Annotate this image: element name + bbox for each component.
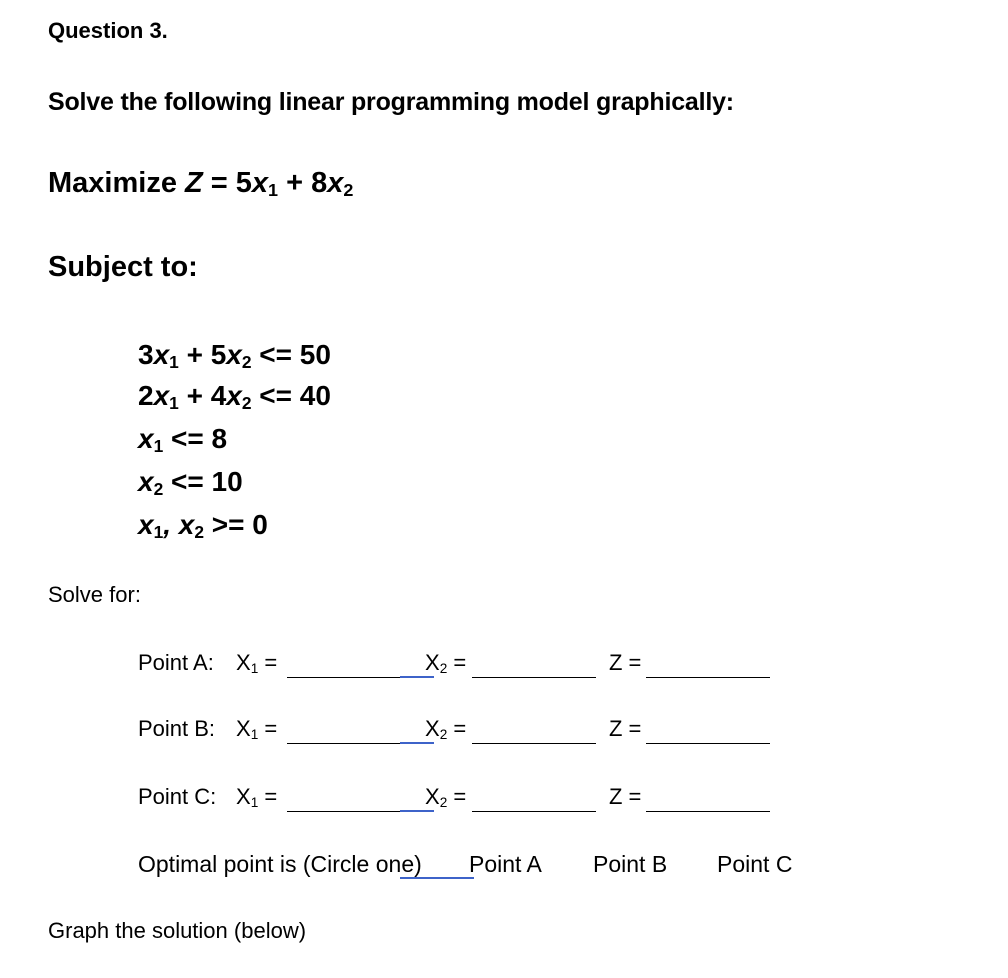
- x2-sub: 2: [439, 727, 448, 742]
- constraint-1: [138, 337, 331, 378]
- constraint-sub: 1: [169, 392, 179, 413]
- point-label: Point C:: [138, 784, 217, 809]
- constraint-rhs: <= 40: [251, 380, 331, 411]
- objective-x2: x: [327, 167, 344, 199]
- objective-equals: = 5: [202, 167, 252, 199]
- x1-eq: =: [258, 650, 278, 675]
- objective-prefix: Maximize: [48, 167, 185, 199]
- constraint-var: x: [178, 509, 195, 540]
- z-answer-blank[interactable]: [646, 811, 770, 812]
- subject-to-heading: Subject to:: [48, 251, 198, 283]
- objective-sub2: 2: [343, 179, 354, 200]
- objective-plus: + 8: [278, 167, 328, 199]
- constraint-mid: + 4: [178, 380, 227, 411]
- constraint-sub: 2: [241, 351, 252, 372]
- objective-var: Z: [185, 167, 203, 199]
- x2-label: [425, 716, 466, 742]
- x2-sub: 2: [439, 661, 448, 676]
- x2-eq: =: [447, 784, 467, 809]
- x2-answer-blank[interactable]: [472, 811, 596, 812]
- constraint-5: [138, 507, 331, 550]
- constraint-var: x: [153, 380, 170, 411]
- x1-answer-blank[interactable]: [287, 811, 415, 812]
- objective-x1: x: [251, 167, 269, 199]
- x2-letter: X: [425, 716, 440, 741]
- point-label: Point A:: [138, 650, 214, 675]
- point-b-row: [138, 716, 818, 748]
- x1-label: [236, 650, 277, 676]
- z-answer-blank[interactable]: [646, 677, 770, 678]
- spellcheck-underline: [400, 810, 434, 812]
- constraint-var: x: [138, 466, 154, 497]
- point-a-row: [138, 650, 818, 682]
- constraint-sub: 1: [169, 351, 179, 372]
- optimal-prefix: [138, 851, 422, 878]
- constraint-comma: ,: [163, 509, 179, 540]
- point-label: Point B:: [138, 716, 216, 741]
- x2-answer-blank[interactable]: [472, 743, 596, 744]
- constraint-4: [138, 464, 331, 507]
- z-label: Z =: [609, 650, 642, 675]
- spellcheck-underline: [400, 877, 474, 879]
- option-point-b[interactable]: Point B: [593, 851, 668, 877]
- constraint-rhs: >= 0: [204, 509, 268, 540]
- x1-sub: 1: [250, 795, 259, 810]
- x2-eq: =: [447, 650, 467, 675]
- objective-function: [48, 167, 353, 200]
- x1-eq: =: [258, 784, 278, 809]
- constraint-sub: 2: [194, 521, 205, 542]
- constraint-rhs: <= 50: [251, 339, 331, 370]
- optimal-one-text: one): [375, 851, 422, 877]
- instruction-text: Solve the following linear programming model graphically:: [48, 88, 734, 116]
- x2-answer-blank[interactable]: [472, 677, 596, 678]
- z-label: Z =: [609, 784, 642, 809]
- x2-label: [425, 650, 466, 676]
- constraint-var: x: [226, 339, 242, 370]
- constraint-coef: 2: [138, 380, 154, 411]
- constraint-coef: 3: [138, 339, 154, 370]
- constraint-var: x: [226, 380, 242, 411]
- constraint-3: [138, 421, 331, 464]
- x1-label: [236, 784, 277, 810]
- constraint-sub: 1: [153, 521, 164, 542]
- z-label: Z =: [609, 716, 642, 741]
- point-c-row: [138, 784, 818, 816]
- constraint-var: x: [153, 339, 170, 370]
- x2-sub: 2: [439, 795, 448, 810]
- optimal-point-line: [138, 851, 838, 883]
- x1-eq: =: [258, 716, 278, 741]
- x2-letter: X: [425, 784, 440, 809]
- x1-letter: X: [236, 650, 251, 675]
- option-point-a[interactable]: Point A: [469, 851, 542, 877]
- constraint-rhs: <= 8: [163, 423, 228, 454]
- x1-letter: X: [236, 784, 251, 809]
- option-point-c[interactable]: Point C: [717, 851, 793, 877]
- constraint-rhs: <= 10: [163, 466, 243, 497]
- question-title: Question 3.: [48, 18, 168, 43]
- constraint-2: [138, 378, 331, 421]
- optimal-prefix-text: Optimal point is (Circle: [138, 851, 376, 877]
- constraint-sub: 1: [153, 435, 164, 456]
- constraint-var: x: [138, 423, 154, 454]
- x2-eq: =: [447, 716, 467, 741]
- graph-instruction: Graph the solution (below): [48, 918, 307, 943]
- x1-label: [236, 716, 277, 742]
- constraint-list: [138, 337, 331, 550]
- x1-sub: 1: [250, 727, 259, 742]
- constraint-mid: + 5: [178, 339, 227, 370]
- constraint-sub: 2: [241, 392, 252, 413]
- constraint-sub: 2: [153, 478, 164, 499]
- x2-label: [425, 784, 466, 810]
- x1-sub: 1: [250, 661, 259, 676]
- x2-letter: X: [425, 650, 440, 675]
- x1-answer-blank[interactable]: [287, 743, 415, 744]
- spellcheck-underline: [400, 742, 434, 744]
- z-answer-blank[interactable]: [646, 743, 770, 744]
- x1-answer-blank[interactable]: [287, 677, 415, 678]
- x1-letter: X: [236, 716, 251, 741]
- constraint-var: x: [138, 509, 154, 540]
- objective-sub1: 1: [268, 179, 279, 200]
- solve-for-label: Solve for:: [48, 582, 141, 607]
- spellcheck-underline: [400, 676, 434, 678]
